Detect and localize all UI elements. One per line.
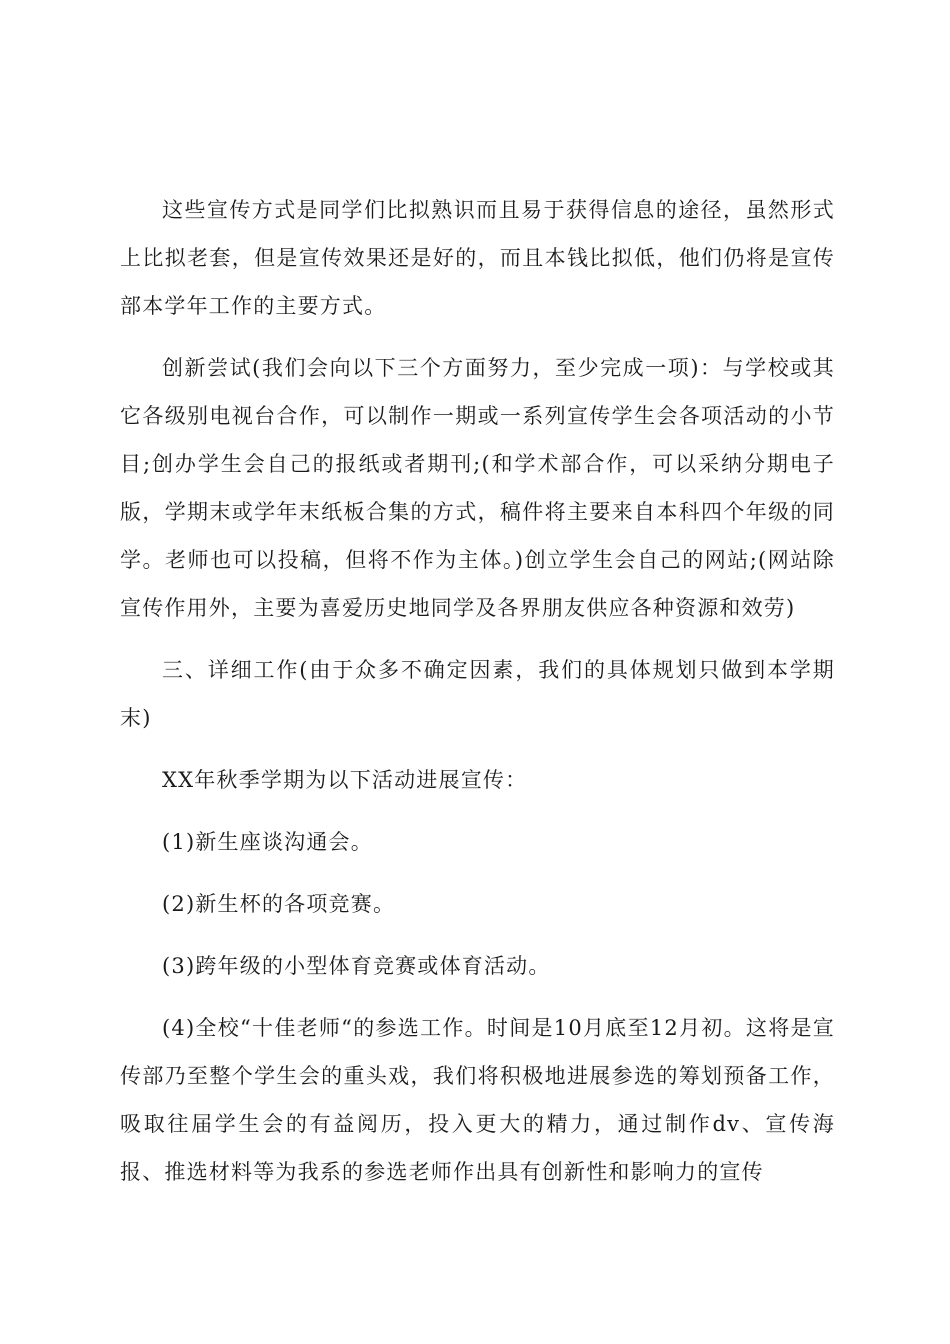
paragraph-publicity-methods: 这些宣传方式是同学们比拟熟识而且易于获得信息的途径，虽然形式上比拟老套，但是宣传效果还是好的，而且本钱比拟低，他们仍将是宣传部本学年工作的主要方式。 (120, 198, 835, 318)
list-item-3: (3)跨年级的小型体育竞赛或体育活动。 (162, 954, 551, 978)
document-page (120, 186, 835, 1210)
section-heading-detailed-work: 三、详细工作(由于众多不确定因素，我们的具体规划只做到本学期末) (120, 658, 835, 730)
list-item-4: (4)全校“十佳老师“的参选工作。时间是10月底至12月初。这将是宣传部乃至整个学生会的重头戏，我们将积极地进展参选的筹划预备工作，吸取往届学生会的有益阅历，投入更大的精力，通过制作dv、宣传海报、推选材料等为我系的参选老师作出具有创新性和影响力的宣传 (120, 1016, 835, 1184)
list-item-1: (1)新生座谈沟通会。 (162, 830, 373, 854)
paragraph-innovation-attempts: 创新尝试(我们会向以下三个方面努力，至少完成一项)：与学校或其它各级别电视台合作，可以制作一期或一系列宣传学生会各项活动的小节目;创办学生会自己的报纸或者期刊;(和学术部合作，可以采纳分期电子版，学期末或学年末纸板合集的方式，稿件将主要来自本科四个年级的同学。老师也可以投稿，但将不作为主体。)创立学生会自己的网站;(网站除宣传作用外，主要为喜爱历史地同学及各界朋友供应各种资源和效劳) (120, 356, 835, 620)
paragraph-autumn-semester: XX年秋季学期为以下活动进展宣传： (162, 768, 528, 792)
list-item-2: (2)新生杯的各项竞赛。 (162, 892, 396, 916)
